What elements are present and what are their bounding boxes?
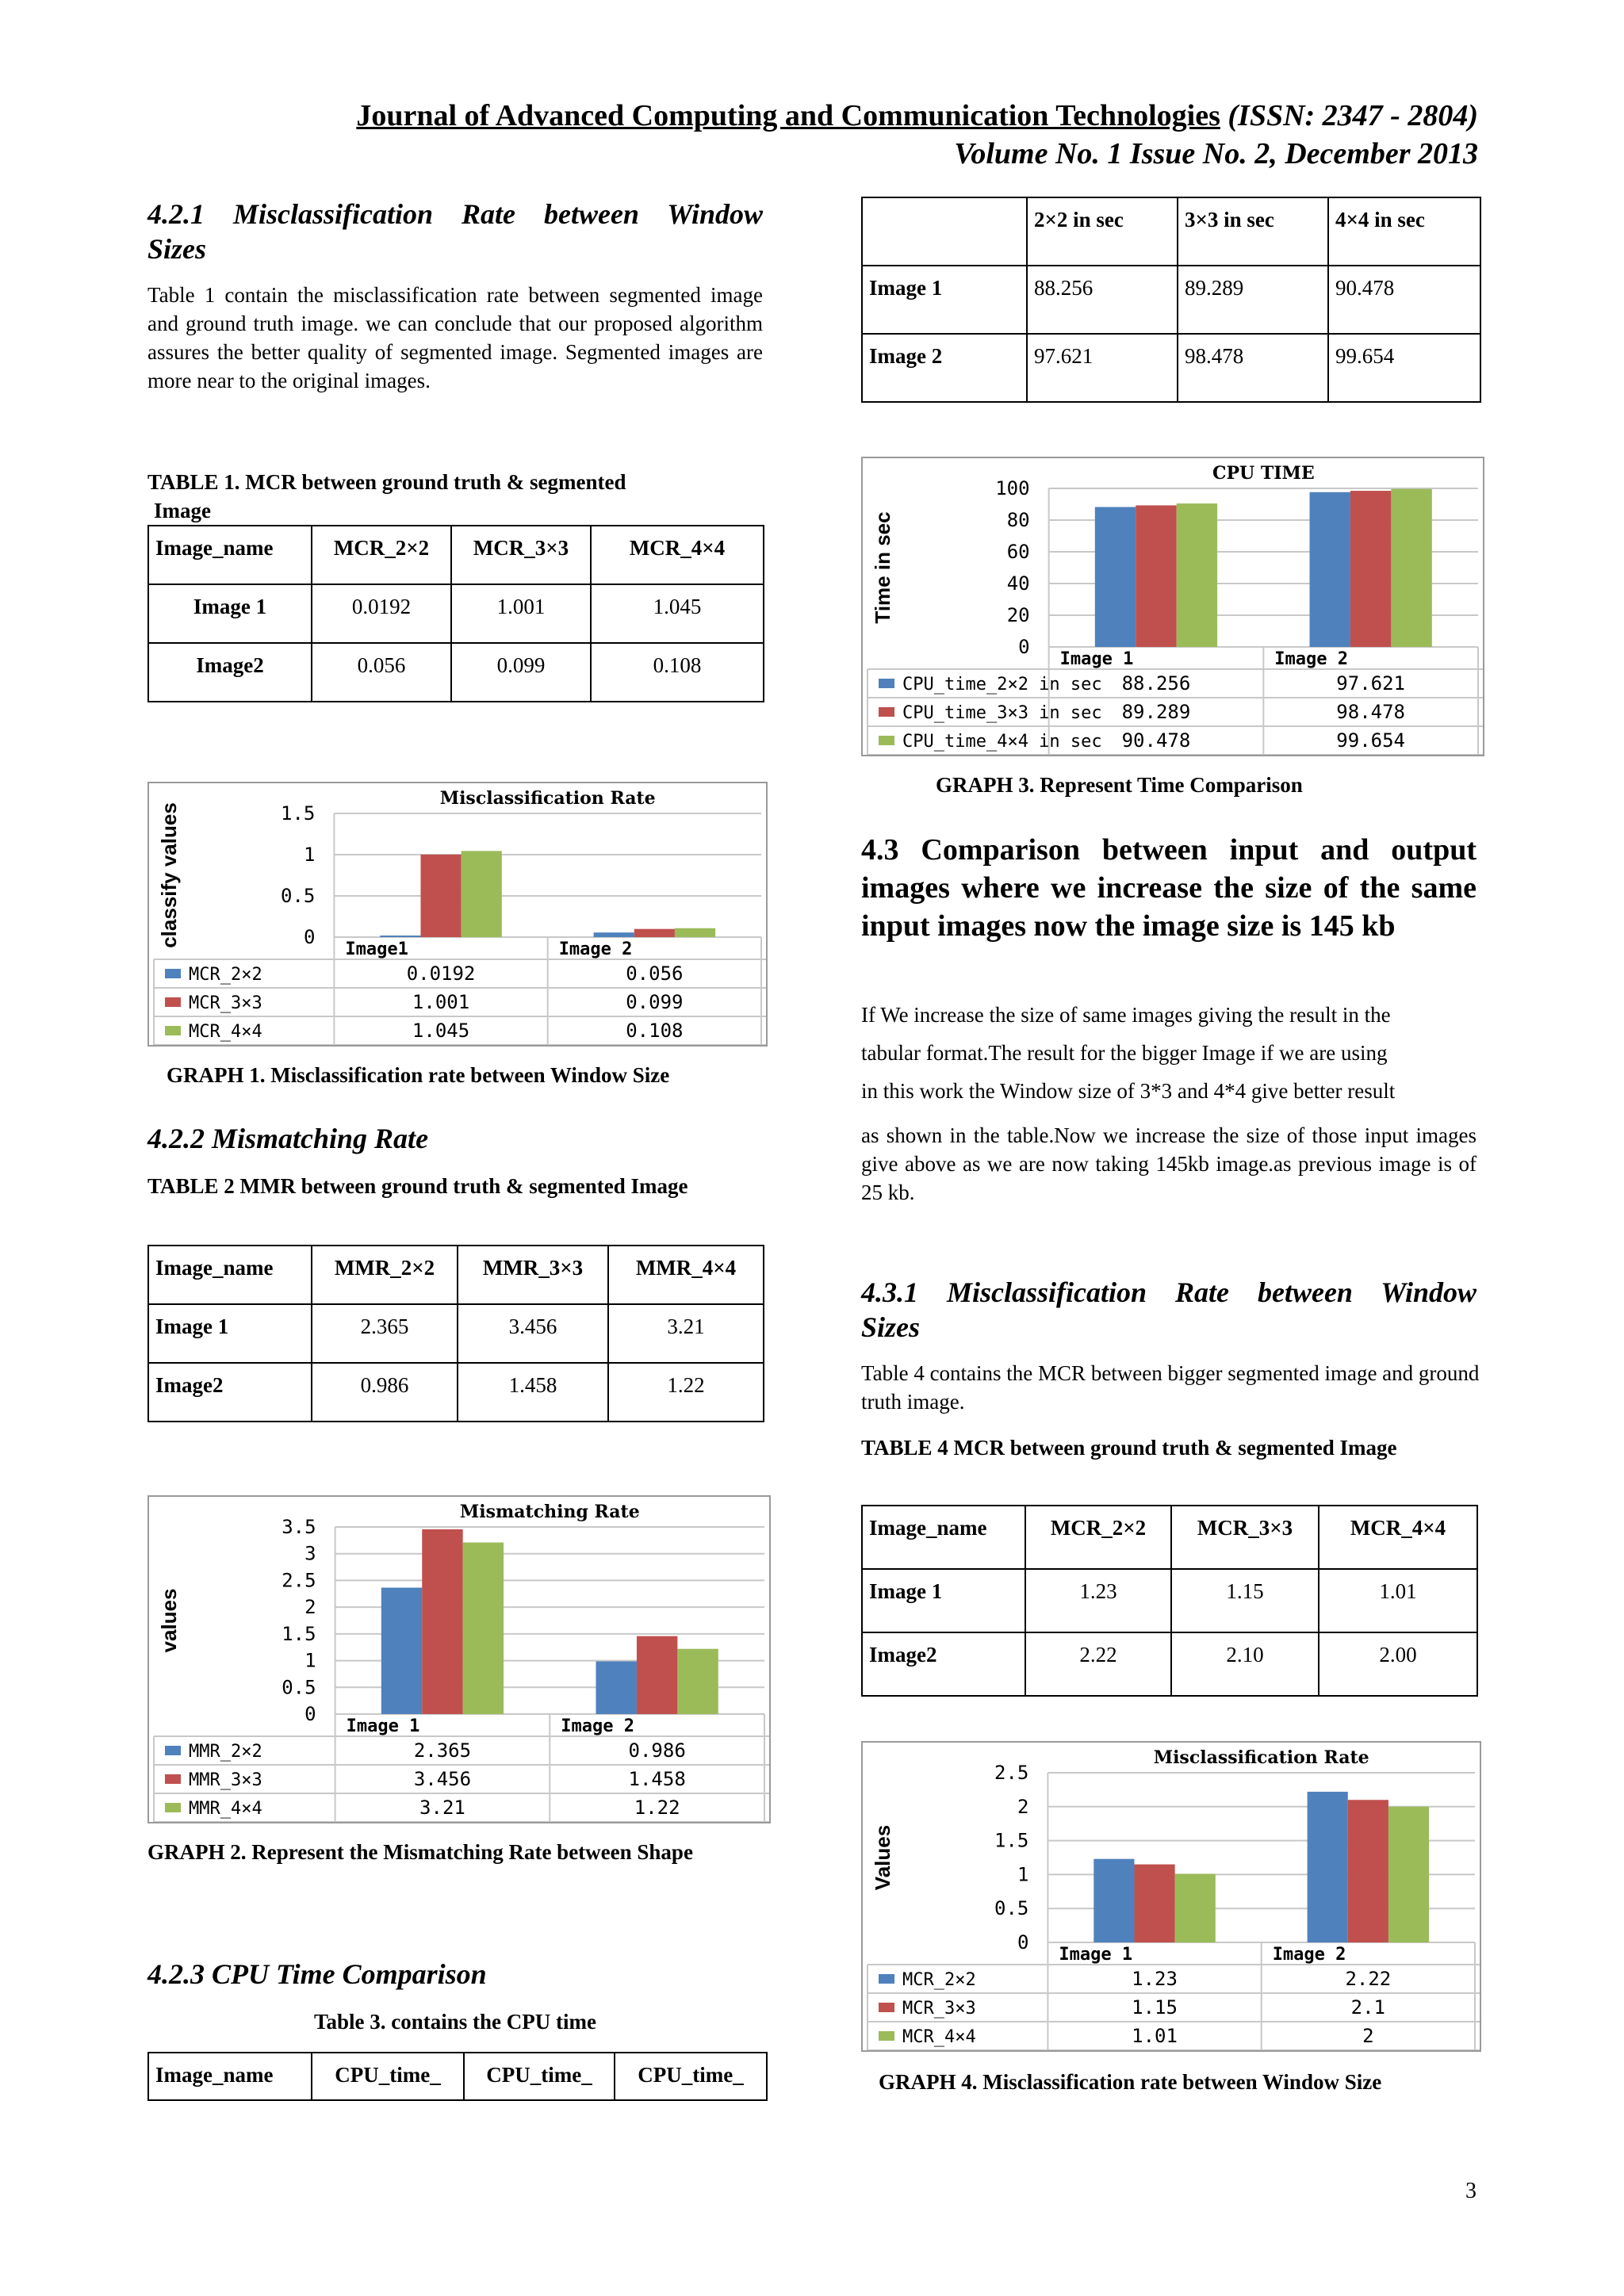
table-header-row: [148, 2053, 767, 2100]
data-label: 1.23: [1132, 1968, 1178, 1990]
g4-svg: [863, 1743, 1480, 2050]
data-label: 1.01: [1132, 2025, 1178, 2047]
table-cell: 1.15: [1171, 1569, 1319, 1632]
table-row: [862, 266, 1480, 334]
table-header-cell: Image_name: [148, 2053, 312, 2100]
data-label: 0.056: [626, 962, 684, 985]
table-cell: 1.458: [458, 1363, 608, 1422]
data-label: 3.21: [419, 1797, 465, 1819]
legend-label: MCR_4×4: [189, 1022, 262, 1042]
data-label: 2: [1362, 2025, 1374, 2047]
y-tick-label: 1.5: [281, 802, 316, 825]
g1-svg: [149, 783, 766, 1045]
table-header-cell: Image_name: [148, 1246, 312, 1304]
bar: [677, 1649, 718, 1714]
bar: [1177, 503, 1217, 647]
table-cell: 2.365: [312, 1304, 458, 1363]
data-label: 98.478: [1336, 701, 1406, 723]
bar: [1094, 1859, 1134, 1942]
data-label: 1.458: [628, 1768, 686, 1790]
graph4-caption: GRAPH 4. Misclassification rate between Window Size: [879, 2070, 1382, 2094]
data-label: 0.0192: [406, 962, 476, 985]
bar: [637, 1636, 677, 1714]
table-cell: 1.01: [1319, 1569, 1477, 1632]
y-tick-label: 2.5: [282, 1569, 316, 1592]
bar: [1134, 1865, 1174, 1942]
table-header-cell: CPU_time_: [615, 2053, 767, 2100]
legend-label: MMR_4×4: [189, 1799, 262, 1819]
y-tick-label: 3: [304, 1542, 316, 1565]
data-label: 1.001: [412, 991, 470, 1013]
table-cell: 97.621: [1027, 334, 1178, 402]
y-tick-label: 2.5: [994, 1762, 1029, 1784]
legend-label: MMR_2×2: [189, 1742, 262, 1762]
data-label: 0.099: [626, 991, 684, 1013]
paragraph-line: If We increase the size of same images giving the result in the: [861, 1003, 1391, 1027]
graph3-chart: [861, 457, 1484, 756]
legend-label: MCR_3×3: [189, 993, 262, 1013]
legend-label: MCR_4×4: [902, 2027, 976, 2047]
bar: [1175, 1874, 1216, 1942]
data-label: 97.621: [1336, 672, 1406, 695]
table-row: [148, 584, 764, 643]
table1-caption-line1: TABLE 1. MCR between ground truth & segmented: [147, 470, 626, 494]
bar: [1391, 489, 1431, 647]
bar: [462, 851, 502, 937]
table-row: [148, 643, 764, 702]
data-label: 2.1: [1350, 1996, 1386, 2019]
table-row: [148, 1304, 764, 1363]
paragraph-line: tabular format.The result for the bigger Image if we are using: [861, 1041, 1388, 1065]
table-cell: 88.256: [1027, 266, 1178, 334]
table-cell: Image 1: [148, 584, 312, 643]
table-cell: 2.00: [1319, 1632, 1477, 1696]
table-cell: 3.21: [608, 1304, 764, 1363]
table-header-cell: MCR_2×2: [312, 526, 451, 584]
data-label: 88.256: [1121, 672, 1191, 695]
table-cell: Image 1: [862, 266, 1027, 334]
y-tick-label: 0: [1017, 1931, 1029, 1954]
bar: [422, 1529, 462, 1714]
legend-label: MMR_3×3: [189, 1770, 262, 1790]
g3-svg: [863, 458, 1483, 755]
table-cell: 89.289: [1178, 266, 1328, 334]
y-tick-label: 0: [303, 926, 316, 948]
y-tick-label: 2: [304, 1596, 316, 1619]
legend-swatch: [879, 1974, 894, 1984]
page-number: 3: [1465, 2179, 1477, 2203]
bar: [675, 928, 715, 937]
chart-title: CPU TIME: [1212, 463, 1315, 484]
y-tick-label: 2: [1017, 1795, 1029, 1818]
legend-swatch: [879, 736, 894, 745]
legend-label: CPU_time_2×2 in sec: [902, 675, 1102, 695]
table-header-cell: MMR_4×4: [608, 1246, 764, 1304]
graph4-chart: [861, 1741, 1481, 2052]
graph2-caption: GRAPH 2. Represent the Mismatching Rate between Shape: [147, 1840, 693, 1864]
table-header-cell: MCR_3×3: [1171, 1506, 1319, 1569]
table-cell: Image 1: [862, 1569, 1025, 1632]
table-cell: 1.22: [608, 1363, 764, 1422]
journal-title: Journal of Advanced Computing and Communication Technologies: [356, 99, 1220, 132]
table-cell: Image2: [148, 1363, 312, 1422]
legend-label: CPU_time_3×3 in sec: [902, 703, 1102, 723]
table-cell: 0.108: [591, 643, 764, 702]
table-row: [148, 1363, 764, 1422]
journal-volume: Volume No. 1 Issue No. 2, December 2013: [954, 137, 1478, 170]
chart-title: Misclassification Rate: [439, 788, 656, 809]
table3-head: [147, 2052, 768, 2101]
graph1-chart: [147, 782, 768, 1047]
x-category-label: Image1: [345, 939, 408, 959]
journal-header: [252, 98, 1478, 133]
table-cell: 0.056: [312, 643, 451, 702]
bar: [1350, 491, 1391, 647]
table-header-cell: MCR_4×4: [1319, 1506, 1477, 1569]
table1-caption-line2: Image: [154, 499, 211, 522]
table-header-cell: MCR_3×3: [451, 526, 591, 584]
table-header-cell: MCR_2×2: [1025, 1506, 1171, 1569]
table-cell: 99.654: [1328, 334, 1480, 402]
x-category-label: Image 1: [1059, 649, 1134, 669]
graph3-caption: GRAPH 3. Represent Time Comparison: [936, 773, 1303, 797]
y-axis-label: Time in sec: [871, 511, 894, 624]
data-label: 3.456: [413, 1768, 472, 1790]
x-category-label: Image 2: [558, 939, 633, 959]
bar: [1310, 492, 1350, 647]
table-header-row: [862, 1506, 1477, 1569]
graph1-caption: GRAPH 1. Misclassification rate between Window Size: [167, 1063, 670, 1087]
y-axis-label: classify values: [157, 802, 181, 948]
table-header-row: [148, 1246, 764, 1304]
section-4-2-1-title-line1: 4.2.1 Misclassification Rate between Window: [147, 198, 763, 230]
table-cell: Image2: [148, 643, 312, 702]
section-4-3-paragraph1: [861, 996, 1488, 1110]
table-cell: 2.22: [1025, 1632, 1171, 1696]
y-axis-label: Values: [871, 1824, 894, 1891]
x-category-label: Image 1: [346, 1716, 420, 1736]
bar: [420, 855, 461, 937]
table-cell: Image 1: [148, 1304, 312, 1363]
legend-swatch: [165, 969, 181, 978]
bar: [1095, 507, 1136, 647]
table-cell: 1.001: [451, 584, 591, 643]
bar: [1136, 505, 1176, 647]
table4-caption: TABLE 4 MCR between ground truth & segmented Image: [861, 1436, 1397, 1460]
y-tick-label: 100: [995, 477, 1030, 499]
bar: [463, 1543, 504, 1714]
data-label: 99.654: [1336, 729, 1406, 752]
bar: [594, 932, 634, 937]
journal-issn: (ISSN: 2347 - 2804): [1228, 99, 1478, 132]
g2-svg: [149, 1497, 769, 1822]
table-header-row: [862, 197, 1480, 266]
table-row: [862, 334, 1480, 402]
x-category-label: Image 2: [561, 1716, 635, 1736]
section-4-3-1-title-line2: Sizes: [861, 1311, 921, 1343]
legend-swatch: [879, 707, 894, 717]
legend-label: MCR_2×2: [902, 1970, 976, 1990]
legend-swatch: [879, 679, 894, 688]
graph2-chart: [147, 1495, 771, 1823]
table-header-cell: Image_name: [862, 1506, 1025, 1569]
table-cell: Image2: [862, 1632, 1025, 1696]
table-header-cell: 3×3 in sec: [1178, 197, 1328, 266]
chart-title: Mismatching Rate: [459, 1502, 640, 1522]
legend-label: CPU_time_4×4 in sec: [902, 732, 1102, 752]
x-category-label: Image 1: [1059, 1945, 1133, 1965]
table-header-cell: MMR_3×3: [458, 1246, 608, 1304]
x-category-label: Image 2: [1272, 1945, 1346, 1965]
y-tick-label: 0: [1018, 636, 1030, 658]
table1: [147, 525, 764, 702]
bar: [1348, 1800, 1388, 1942]
bar: [381, 1588, 422, 1714]
data-label: 2.22: [1345, 1968, 1392, 1990]
y-tick-label: 1.5: [282, 1622, 316, 1645]
y-tick-label: 1: [303, 844, 316, 866]
legend-swatch: [165, 1774, 181, 1784]
table-header-cell: 4×4 in sec: [1328, 197, 1480, 266]
y-tick-label: 3.5: [282, 1516, 316, 1538]
bar: [596, 1662, 637, 1714]
table-cell: 1.23: [1025, 1569, 1171, 1632]
legend-swatch: [165, 1803, 181, 1812]
table-header-cell: Image_name: [148, 526, 312, 584]
section-4-3-title: 4.3 Comparison between input and output images where we increase the size of the same input images now the image size is 145 kb: [861, 833, 1477, 943]
bar: [634, 929, 675, 937]
table-cell: 1.045: [591, 584, 764, 643]
y-tick-label: 1: [304, 1649, 316, 1672]
table-header-cell: MCR_4×4: [591, 526, 764, 584]
bar: [380, 936, 420, 937]
table3-caption: Table 3. contains the CPU time: [314, 2010, 596, 2034]
section-4-2-2-title: 4.2.2 Mismatching Rate: [147, 1123, 429, 1154]
y-tick-label: 20: [1006, 604, 1030, 626]
table-cell: 0.099: [451, 643, 591, 702]
legend-swatch: [165, 997, 181, 1007]
data-label: 89.289: [1121, 701, 1191, 723]
table-header-cell: 2×2 in sec: [1027, 197, 1178, 266]
table-header-cell: [862, 197, 1027, 266]
legend-label: MCR_3×3: [902, 1999, 976, 2019]
section-4-2-1-paragraph: Table 1 contain the misclassification rate between segmented image and ground truth image. we can conclude that our proposed algorithm assures the better quality of segmented image. Segmented images are more near to the original images.: [147, 283, 763, 392]
table-cell: 0.0192: [312, 584, 451, 643]
table4: [861, 1505, 1478, 1697]
bar: [1308, 1792, 1348, 1942]
data-label: 0.108: [626, 1020, 684, 1042]
table-cell: 98.478: [1178, 334, 1328, 402]
y-tick-label: 1: [1017, 1863, 1029, 1886]
table-row: [862, 1632, 1477, 1696]
table2-caption: TABLE 2 MMR between ground truth & segmented Image: [147, 1174, 688, 1198]
y-tick-label: 0: [304, 1703, 316, 1725]
table-cell: 0.986: [312, 1363, 458, 1422]
x-category-label: Image 2: [1274, 649, 1349, 669]
legend-swatch: [165, 1026, 181, 1035]
section-4-3-1-paragraph: Table 4 contains the MCR between bigger segmented image and ground truth image.: [861, 1361, 1480, 1414]
y-tick-label: 40: [1006, 572, 1030, 595]
table-header-row: [148, 526, 764, 584]
legend-swatch: [879, 2003, 894, 2012]
y-tick-label: 0.5: [994, 1897, 1029, 1920]
data-label: 90.478: [1121, 729, 1191, 752]
y-tick-label: 60: [1006, 541, 1030, 563]
table-header-cell: CPU_time_: [312, 2053, 464, 2100]
y-tick-label: 0.5: [281, 885, 316, 907]
data-label: 1.045: [412, 1020, 470, 1042]
legend-label: MCR_2×2: [189, 965, 262, 985]
data-label: 0.986: [628, 1739, 686, 1762]
table-header-cell: CPU_time_: [464, 2053, 615, 2100]
section-4-3-1-title-line1: 4.3.1 Misclassification Rate between Window: [861, 1276, 1477, 1308]
section-4-3-paragraph2: as shown in the table.Now we increase the size of those input images give above as we are now taking 145kb image.as previous image is of 25 kb.: [861, 1123, 1477, 1204]
data-label: 2.365: [413, 1739, 472, 1762]
y-tick-label: 1.5: [994, 1829, 1029, 1852]
table-cell: 2.10: [1171, 1632, 1319, 1696]
bar: [1388, 1807, 1429, 1942]
table-row: [862, 1569, 1477, 1632]
table-header-cell: MMR_2×2: [312, 1246, 458, 1304]
paragraph-line: in this work the Window size of 3*3 and 4*4 give better result: [861, 1079, 1396, 1103]
chart-title: Misclassification Rate: [1153, 1747, 1369, 1768]
data-label: 1.22: [634, 1797, 680, 1819]
y-tick-label: 0.5: [282, 1676, 316, 1699]
table-cell: 90.478: [1328, 266, 1480, 334]
table-cell: 3.456: [458, 1304, 608, 1363]
section-4-2-1-title-line2: Sizes: [147, 233, 207, 265]
table2: [147, 1245, 764, 1422]
legend-swatch: [879, 2031, 894, 2041]
section-4-2-3-title: 4.2.3 CPU Time Comparison: [147, 1958, 487, 1990]
y-axis-label: values: [157, 1588, 181, 1653]
data-label: 1.15: [1132, 1996, 1178, 2019]
table-cell: Image 2: [862, 334, 1027, 402]
y-tick-label: 80: [1006, 509, 1030, 531]
table3-continued: [861, 197, 1481, 403]
legend-swatch: [165, 1746, 181, 1755]
